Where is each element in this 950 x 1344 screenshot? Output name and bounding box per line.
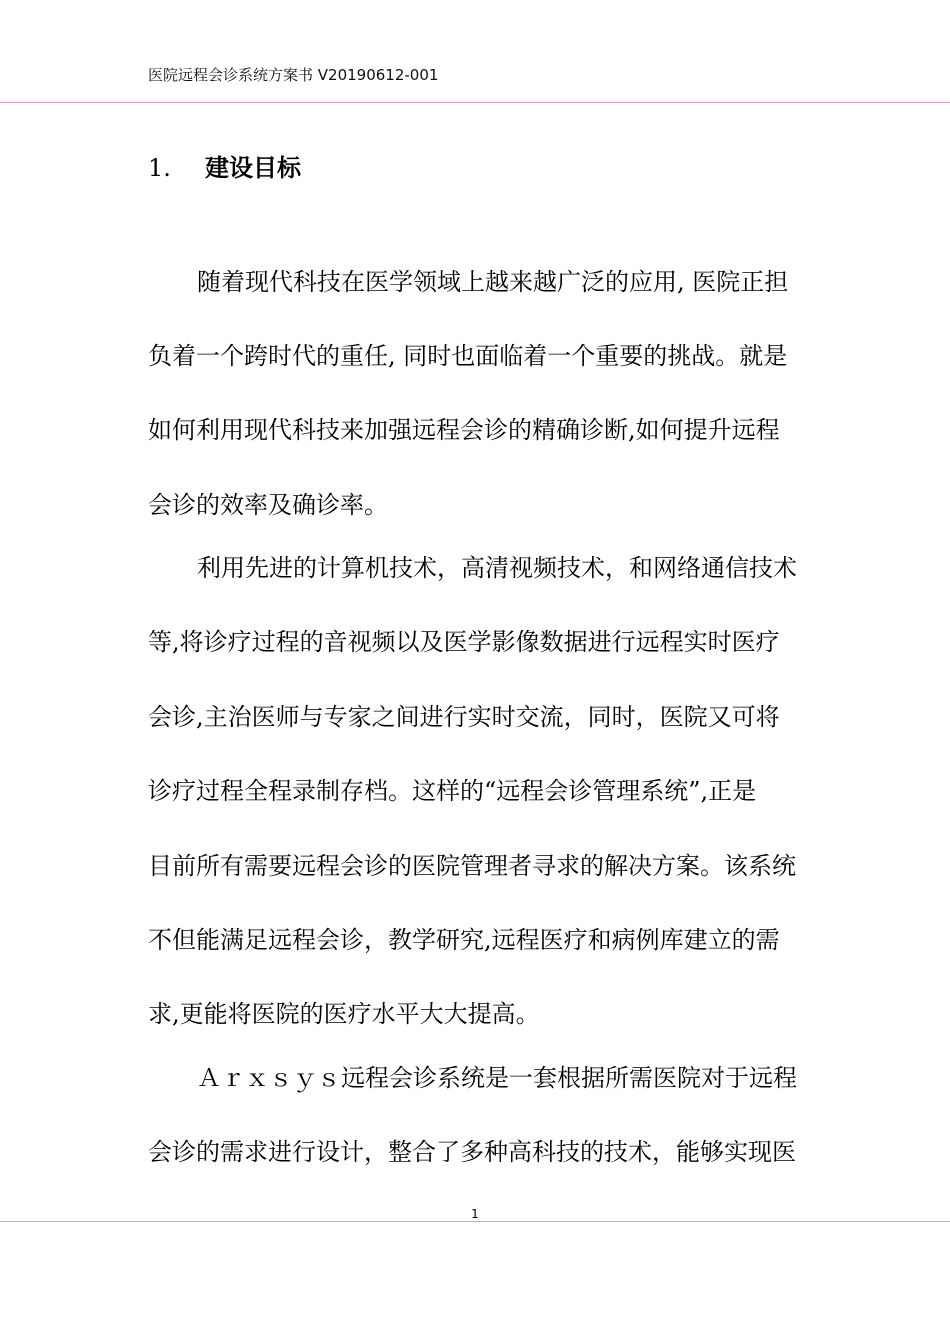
section-heading bbox=[148, 148, 301, 183]
section-number: 1. bbox=[148, 154, 171, 182]
header-divider bbox=[0, 102, 950, 103]
paragraph-line: 诊疗过程全程录制存档。这样的“远程会诊管理系统”,正是 bbox=[148, 777, 757, 805]
paragraph-line: 会诊的效率及确诊率。 bbox=[148, 491, 388, 519]
paragraph-line: 负着一个跨时代的重任, 同时也面临着一个重要的挑战。就是 bbox=[148, 342, 788, 370]
page-number: 1 bbox=[471, 1207, 479, 1221]
paragraph-line: 如何利用现代科技来加强远程会诊的精确诊断,如何提升远程 bbox=[148, 416, 780, 444]
paragraph-line: 求,更能将医院的医疗水平大大提高。 bbox=[148, 1000, 540, 1028]
paragraph-line: 会诊的需求进行设计，整合了多种高科技的技术，能够实现医 bbox=[148, 1138, 796, 1166]
paragraph-line: Ａｒｘｓｙｓ远程会诊系统是一套根据所需医院对于远程 bbox=[197, 1064, 797, 1092]
section-title: 建设目标 bbox=[205, 153, 301, 182]
footer-divider bbox=[0, 1221, 950, 1222]
paragraph-line: 会诊,主治医师与专家之间进行实时交流，同时，医院又可将 bbox=[148, 703, 780, 731]
document-header: 医院远程会诊系统方案书 V20190612-001 bbox=[148, 66, 439, 84]
paragraph-line: 等,将诊疗过程的音视频以及医学影像数据进行远程实时医疗 bbox=[148, 628, 780, 656]
paragraph-line: 不但能满足远程会诊，教学研究,远程医疗和病例库建立的需 bbox=[148, 926, 780, 954]
paragraph-line: 目前所有需要远程会诊的医院管理者寻求的解决方案。该系统 bbox=[148, 852, 796, 880]
paragraph-line: 随着现代科技在医学领域上越来越广泛的应用, 医院正担 bbox=[197, 268, 789, 296]
paragraph-line: 利用先进的计算机技术，高清视频技术，和网络通信技术 bbox=[197, 554, 797, 582]
